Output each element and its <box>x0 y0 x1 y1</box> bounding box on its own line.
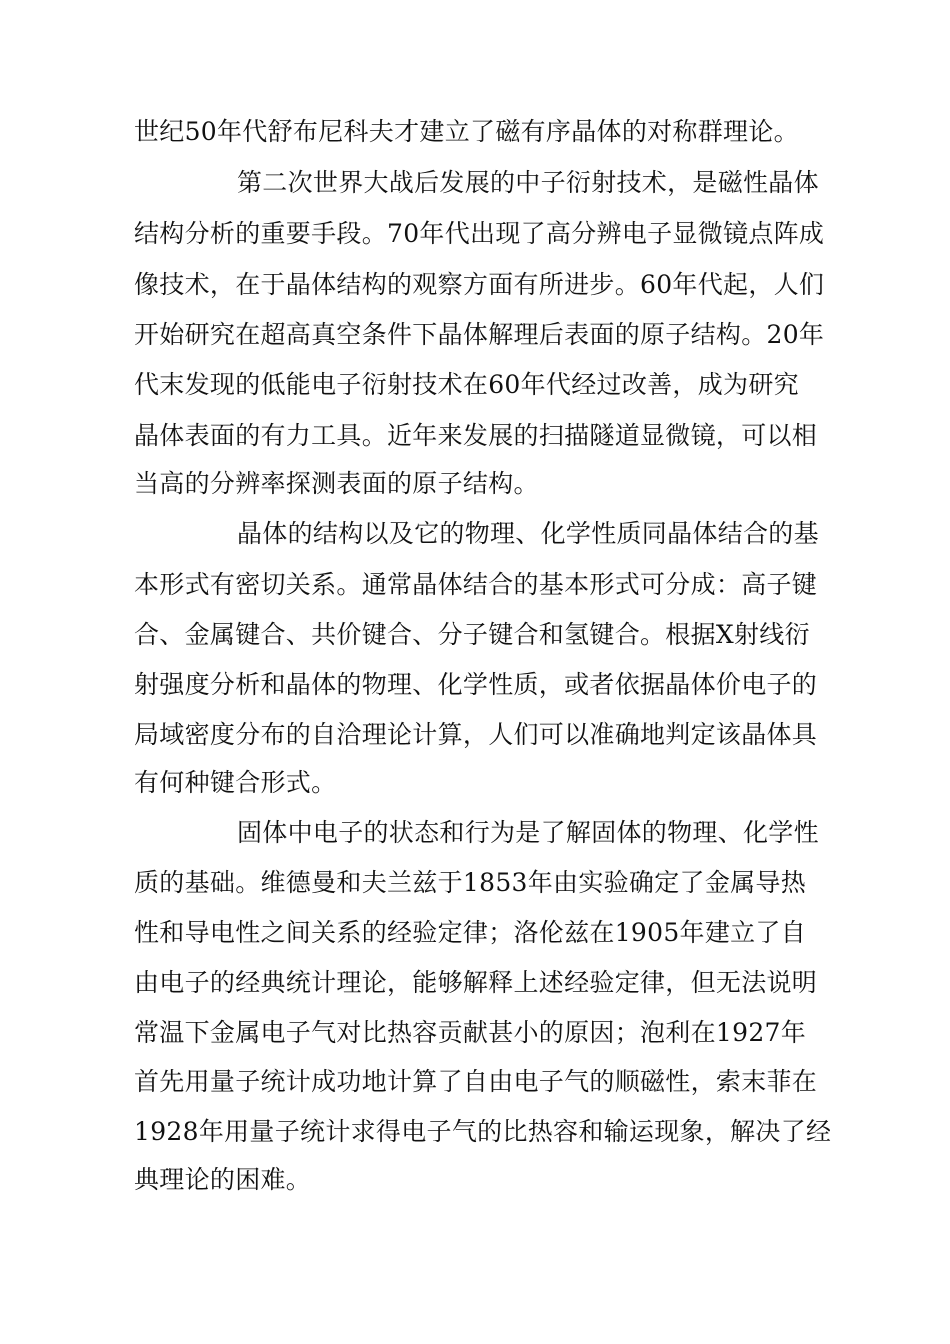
text-line: 当高的分辨率探测表面的原子结构。 <box>134 469 539 498</box>
text-line: 像技术，在于晶体结构的观察方面有所进步。60年代起，人们 <box>134 270 825 299</box>
text-line: 代末发现的低能电子衍射技术在60年代经过改善，成为研究 <box>134 370 799 399</box>
text-line: 开始研究在超高真空条件下晶体解理后表面的原子结构。20年 <box>134 320 825 349</box>
text-line: 常温下金属电子气对比热容贡献甚小的原因；泡利在1927年 <box>134 1018 807 1047</box>
text-line: 性和导电性之间关系的经验定律；洛伦兹在1905年建立了自 <box>134 918 807 947</box>
text-line: 典理论的困难。 <box>134 1165 312 1194</box>
text-line: 世纪50年代舒布尼科夫才建立了磁有序晶体的对称群理论。 <box>134 117 799 146</box>
paragraph-start-line: 固体中电子的状态和行为是了解固体的物理、化学性 <box>237 818 819 847</box>
text-line: 晶体表面的有力工具。近年来发展的扫描隧道显微镜，可以相 <box>134 421 818 450</box>
text-line: 首先用量子统计成功地计算了自由电子气的顺磁性，索末菲在 <box>134 1067 818 1096</box>
text-line: 由电子的经典统计理论，能够解释上述经验定律，但无法说明 <box>134 968 818 997</box>
text-line: 有何种键合形式。 <box>134 768 337 797</box>
text-line: 合、金属键合、共价键合、分子键合和氢键合。根据X射线衍 <box>134 620 810 649</box>
text-line: 1928年用量子统计求得电子气的比热容和输运现象，解决了经 <box>134 1117 832 1146</box>
text-line: 本形式有密切关系。通常晶体结合的基本形式可分成：高子键 <box>134 570 818 599</box>
text-line: 质的基础。维德曼和夫兰兹于1853年由实验确定了金属导热 <box>134 868 807 897</box>
paragraph-start-line: 第二次世界大战后发展的中子衍射技术，是磁性晶体 <box>237 168 819 197</box>
text-line: 射强度分析和晶体的物理、化学性质，或者依据晶体价电子的 <box>134 670 818 699</box>
text-line: 局域密度分布的自洽理论计算，人们可以准确地判定该晶体具 <box>134 720 818 749</box>
paragraph-start-line: 晶体的结构以及它的物理、化学性质同晶体结合的基 <box>237 519 819 548</box>
text-line: 结构分析的重要手段。70年代出现了高分辨电子显微镜点阵成 <box>134 219 825 248</box>
